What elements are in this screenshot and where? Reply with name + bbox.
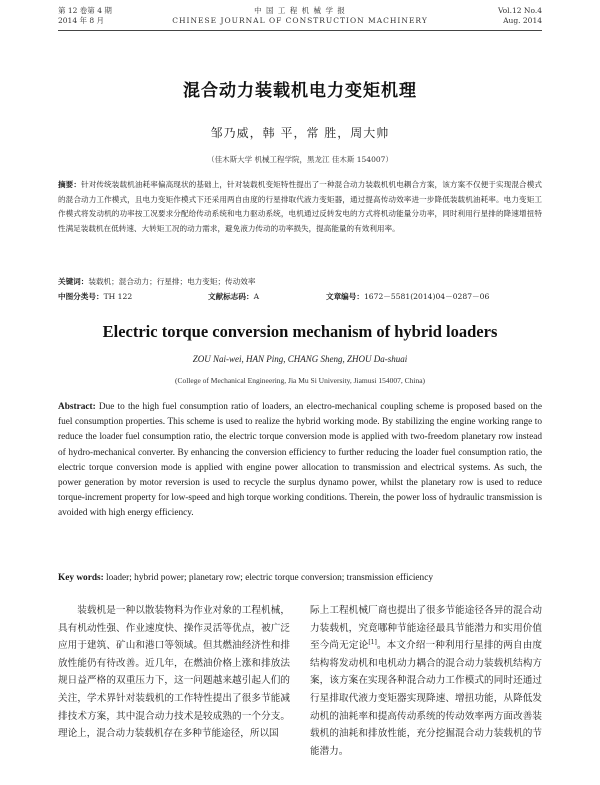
clc-number: [58, 291, 132, 303]
header-date-en: Aug. 2014: [503, 16, 542, 25]
clc-value: TH 122: [103, 292, 133, 301]
article-no-label: 文章编号：: [326, 292, 364, 301]
zh-title: 混合动力装载机电力变矩机理: [183, 81, 417, 101]
zh-abstract-label: 摘要：: [58, 180, 82, 189]
en-keywords-label: Key words:: [58, 573, 104, 583]
en-keywords-text: loader; hybrid power; planetary row; electric torque conversion; transmission efficiency: [106, 573, 433, 583]
body-right-text-2: 。本文介绍一种利用行星排的两自由度结构将发动机和电机动力耦合的混合动力装载机结构方案，该方案在实现各种混合动力工作模式的同时还通过行星排取代液力变矩器实现降速、增扭功能，从降低发动机的油耗率和提高传动系统的传动效率两方面改善装载机的油耗和排放性能，充分挖掘混合动力装载机的节能潜力。: [310, 640, 543, 757]
header-center: [58, 6, 542, 26]
en-keywords: [58, 572, 542, 585]
citation-ref: [1]: [368, 639, 377, 646]
header-volume-en: Vol.12 No.4: [497, 6, 542, 15]
zh-abstract: [58, 178, 542, 236]
clc-label: 中图分类号：: [58, 292, 104, 301]
header-volume: 第 12 卷第 4 期: [58, 6, 112, 15]
zh-abstract-text: 针对传统装载机油耗率偏高现状的基础上，针对装载机变矩特性提出了一种混合动力装载机机电耦合方案，该方案不仅便于实现混合模式的混合动力工作模式，且电力变矩作模式下还采用两自由度的行星排取代液力变矩器，通过提高传动效率进一步降低装载机油耗率。电力变矩工作模式将发动机的功率按工况要求分配给传动系统和电力驱动系统，电机通过反转发电的方式将机动能量分功率，同时利用行星排的降速增扭特性满足装载机在低转速、大转矩工况的动力需求，避免液力传动的功率损失，提高能量的有效利用率。: [58, 180, 543, 233]
header-date: 2014 年 8 月: [58, 16, 105, 25]
zh-authors: 邹乃威，韩 平，常 胜，周大帅: [210, 126, 390, 140]
zh-keywords: [58, 276, 542, 288]
header-journal-zh: 中 国 工 程 机 械 学 报: [254, 6, 346, 15]
en-abstract-text: Due to the high fuel consumption ratio of loaders, an electro-mechanical coupling scheme is proposed based on the fuel consumption properties. This scheme is used to realize the hybrid working mode. By stabilizing the engine working range to reduce the loader fuel consumption ratio, the electric torque conversion mode is applied with two-freedom planetary row instead of hydro-mechanical converter. By enhancing the conversion efficiency to further reducing the loader fuel consumption ratio, the electric torque conversion mode is applied with engine power allocation to transmission and electrical systems. As such, the power generation by motor reversion is used to recycle the surplus dynamo power, whilst the planetary row is used to reduce torque-increment property for low-speed and high torque working conditions. Therein, the power loss of hydraulic transmission is avoided with high energy efficiency.: [58, 402, 543, 519]
zh-keywords-label: 关键词：: [58, 277, 89, 286]
body-right-column: [310, 602, 542, 760]
zh-affiliation: （佳木斯大学 机械工程学院，黑龙江 佳木斯 154007）: [207, 155, 393, 164]
header-rule: [58, 30, 542, 31]
body-right-text: 际上工程机械厂商也提出了很多节能途径各异的混合动力装载机，究竟哪种节能途径最具节能潜力和实用价值至今尚无定论: [310, 605, 542, 652]
article-number: [326, 291, 489, 303]
en-affiliation: (College of Mechanical Engineering, Jia Mu Si University, Jiamusi 154007, China): [174, 376, 426, 385]
en-abstract-label: Abstract:: [58, 402, 96, 412]
en-authors: ZOU Nai-wei, HAN Ping, CHANG Sheng, ZHOU Da-shuai: [192, 354, 408, 364]
body-left-column: 装载机是一种以散装物料为作业对象的工程机械，具有机动性强、作业速度快、操作灵活等优点，被广泛应用于建筑、矿山和港口等领域。但其燃油经济性和排放性能仍有待改善。近几年，在燃油价格上涨和排放法规日益严格的双重压力下，这一问题越来越引起人们的关注，学术界针对装载机的工作特性提出了很多节能减排技术方案，其中混合动力技术是较成熟的一个分支。理论上，混合动力装载机存在多种节能途径，所以国: [58, 605, 290, 740]
doc-code-label: 文献标志码：: [208, 292, 254, 301]
zh-keywords-text: 装载机；混合动力；行星排；电力变矩；传动效率: [88, 277, 256, 286]
en-abstract: [58, 400, 542, 522]
running-header: [58, 6, 542, 30]
doc-code-value: A: [253, 292, 260, 301]
en-title: Electric torque conversion mechanism of hybrid loaders: [102, 322, 498, 341]
header-right: [498, 6, 542, 26]
article-no-value: 1672－5581(2014)04－0287－06: [363, 292, 490, 301]
header-journal-en: CHINESE JOURNAL OF CONSTRUCTION MACHINERY: [172, 16, 428, 25]
document-code: [208, 291, 259, 303]
